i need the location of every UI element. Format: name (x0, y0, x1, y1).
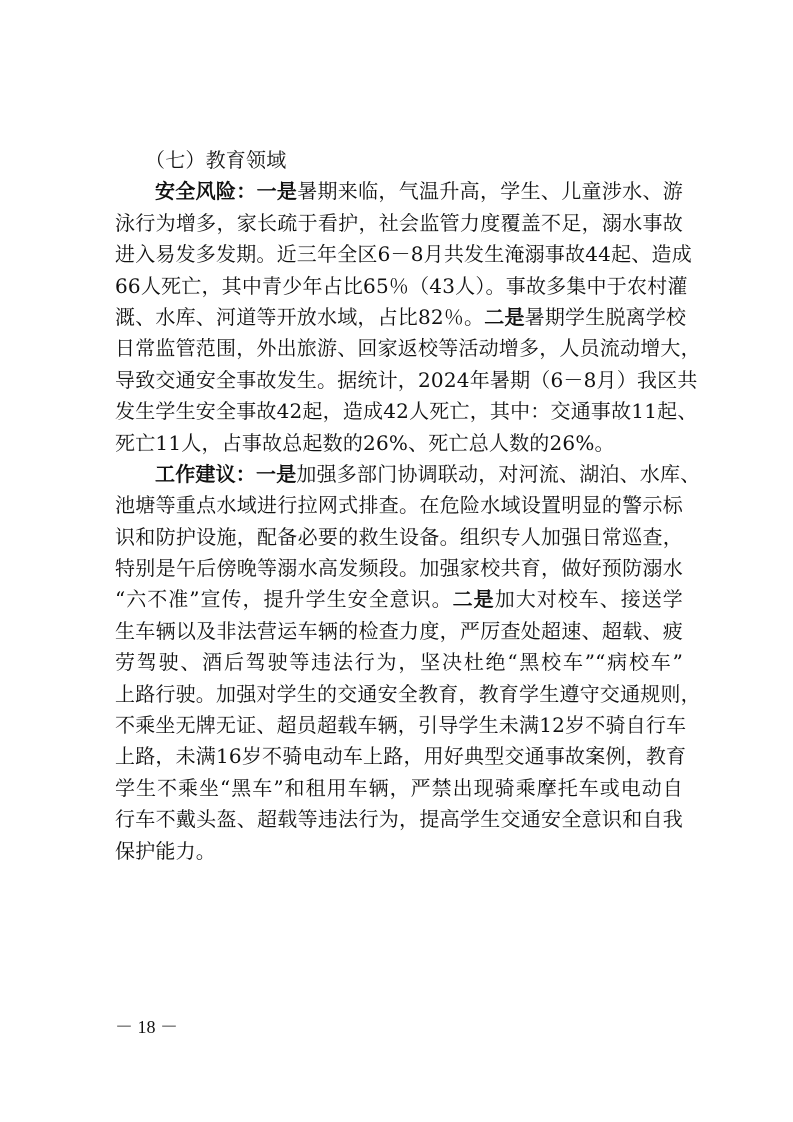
paragraph-work-suggestion-line-2: 池塘等重点水域进行拉网式排查。在危险水域设置明显的警示标 (115, 493, 683, 518)
paragraph-safety-risk-line-5 (115, 302, 687, 333)
paragraph-work-suggestion-line-12: 行车不戴头盔、超载等违法行为，提高学生交通安全意识和自我 (115, 807, 683, 832)
paragraph-safety-risk-line-4: 66人死亡，其中青少年占比65％（43人）。事故多集中于农村灌 (115, 273, 688, 298)
page-number: － 18 － (115, 1017, 178, 1037)
paragraph-safety-risk-line-3: 进入易发多发期。近三年全区6－8月共发生淹溺事故44起、造成 (115, 242, 692, 267)
text-run: 加大对校车、接送学 (494, 587, 683, 612)
paragraph-work-suggestion-line-1 (115, 459, 701, 490)
paragraph-safety-risk-line-1 (115, 176, 683, 207)
paragraph-work-suggestion-line-10: 上路，未满16岁不骑电动车上路，用好典型交通事故案例，教育 (115, 744, 687, 769)
paragraph-work-suggestion-line-5 (115, 584, 683, 615)
paragraph-work-suggestion-line-8: 上路行驶。加强对学生的交通安全教育，教育学生遵守交通规则， (115, 681, 701, 706)
label-second-point: 二是 (484, 304, 525, 329)
text-run: 加强多部门协调联动，对河流、湖泊、水库、 (296, 461, 701, 486)
section-heading: （七）教育领域 (145, 148, 287, 172)
document-body (115, 145, 701, 867)
paragraph-safety-risk-line-8: 发生学生安全事故42起，造成42人死亡，其中：交通事故11起、 (115, 399, 698, 424)
text-run: 暑期学生脱离学校 (524, 304, 687, 329)
text-run: 溉、水库、河道等开放水域，占比82％。 (115, 304, 485, 329)
text-run: 暑期来临，气温升高，学生、儿童涉水、游 (297, 179, 683, 204)
paragraph-work-suggestion-line-13: 保护能力。 (115, 838, 216, 863)
label-first-point: 一是 (256, 461, 297, 486)
paragraph-work-suggestion-line-4: 特别是午后傍晚等溺水高发频段。加强家校共育，做好预防溺水 (115, 556, 683, 581)
label-safety-risk: 安全风险： (155, 179, 257, 204)
paragraph-work-suggestion-line-7: 劳驾驶、酒后驾驶等违法行为，坚决杜绝“黑校车”“病校车” (115, 650, 683, 675)
paragraph-work-suggestion-line-9: 不乘坐无牌无证、超员超载车辆，引导学生未满12岁不骑自行车 (115, 713, 687, 738)
text-run: “六不准”宣传，提升学生安全意识。 (115, 587, 453, 612)
paragraph-safety-risk-line-7: 导致交通安全事故发生。据统计，2024年暑期（6－8月）我区共 (115, 367, 698, 392)
paragraph-safety-risk-line-2: 泳行为增多，家长疏于看护，社会监管力度覆盖不足，溺水事故 (115, 210, 683, 235)
paragraph-safety-risk-line-9: 死亡11人，占事故总起数的26%、死亡总人数的26%。 (115, 430, 615, 455)
label-work-suggestion: 工作建议： (155, 461, 256, 486)
label-first-point: 一是 (256, 179, 298, 204)
label-second-point: 二是 (452, 587, 495, 612)
paragraph-work-suggestion-line-11: 学生不乘坐“黑车”和租用车辆，严禁出现骑乘摩托车或电动自 (115, 775, 683, 800)
paragraph-work-suggestion-line-3: 识和防护设施，配备必要的救生设备。组织专人加强日常巡查， (115, 524, 683, 549)
paragraph-work-suggestion-line-6: 生车辆以及非法营运车辆的检查力度，严厉查处超速、超载、疲 (115, 618, 683, 643)
paragraph-safety-risk-line-6: 日常监管范围，外出旅游、回家返校等活动增多，人员流动增大， (115, 336, 701, 361)
